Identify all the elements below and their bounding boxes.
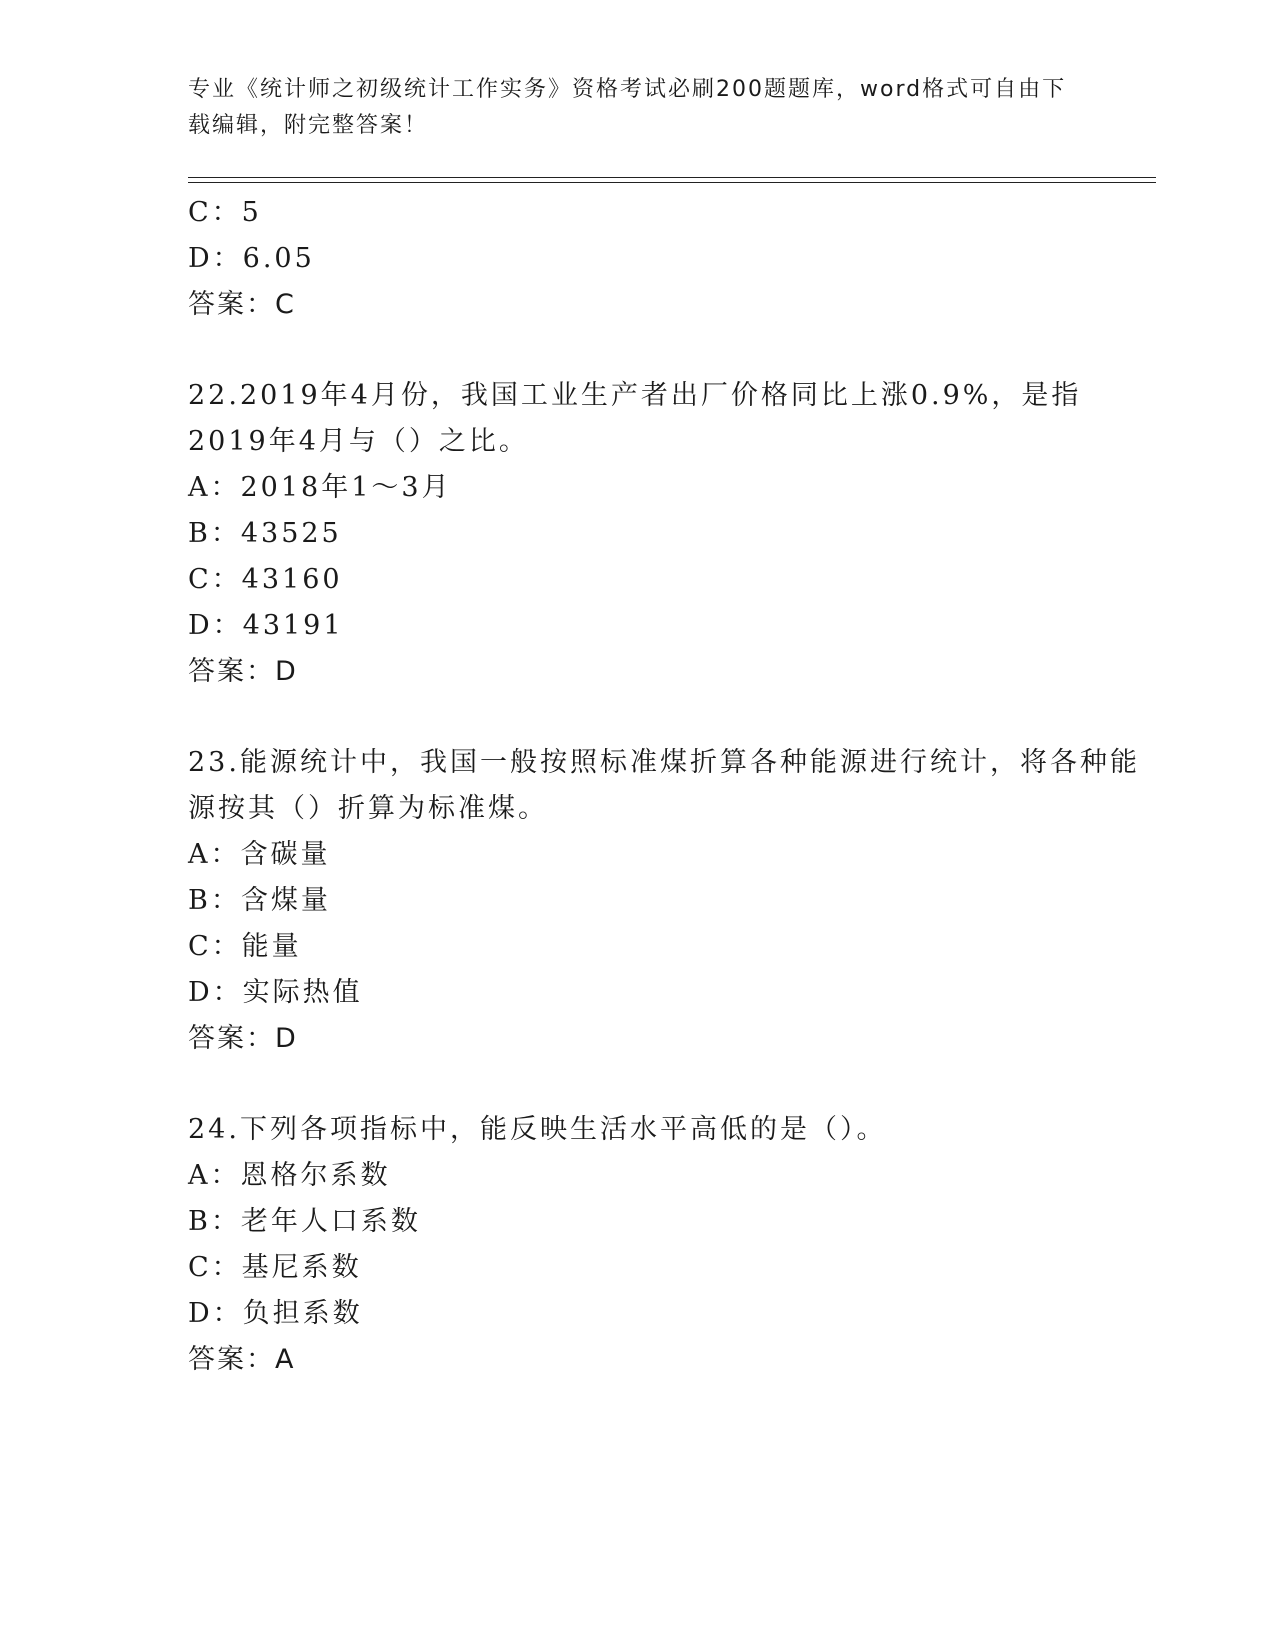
option-c: C：能量: [188, 931, 302, 962]
answer-line: 答案：D: [188, 1023, 298, 1054]
document-body: [188, 190, 1156, 1383]
option-d: D：负担系数: [188, 1298, 363, 1329]
answer-line: 答案：C: [188, 289, 296, 320]
option-a: A：含碳量: [188, 839, 331, 870]
document-header: 专业《统计师之初级统计工作实务》资格考试必刷200题题库，word格式可自由下载编辑，附完整答案！: [188, 77, 1067, 138]
option-c: C：43160: [188, 564, 343, 595]
option-b: B：含煤量: [188, 885, 331, 916]
option-c: C：5: [188, 197, 262, 228]
option-a: A：2018年1～3月: [188, 472, 452, 503]
option-d: D：实际热值: [188, 977, 363, 1008]
question-stem: 24.下列各项指标中，能反映生活水平高低的是（）。: [188, 1114, 887, 1145]
question-stem: 22.2019年4月份，我国工业生产者出厂价格同比上涨0.9%，是指2019年4月与（）之比。: [188, 380, 1082, 457]
question-block: [188, 373, 1156, 695]
option-b: B：43525: [188, 518, 342, 549]
answer-line: 答案：A: [188, 1344, 296, 1375]
option-a: A：恩格尔系数: [188, 1160, 391, 1191]
question-block: [188, 740, 1156, 1062]
option-d: D：43191: [188, 610, 344, 641]
question-block: [188, 1107, 1156, 1383]
question-stem: 23.能源统计中，我国一般按照标准煤折算各种能源进行统计，将各种能源按其（）折算为标准煤。: [188, 747, 1140, 824]
carryover-block: [188, 190, 1156, 328]
option-c: C：基尼系数: [188, 1252, 362, 1283]
answer-line: 答案：D: [188, 656, 298, 687]
header-divider-bottom: [188, 182, 1156, 183]
option-b: B：老年人口系数: [188, 1206, 421, 1237]
header-divider-top: [188, 177, 1156, 178]
option-d: D：6.05: [188, 243, 315, 274]
